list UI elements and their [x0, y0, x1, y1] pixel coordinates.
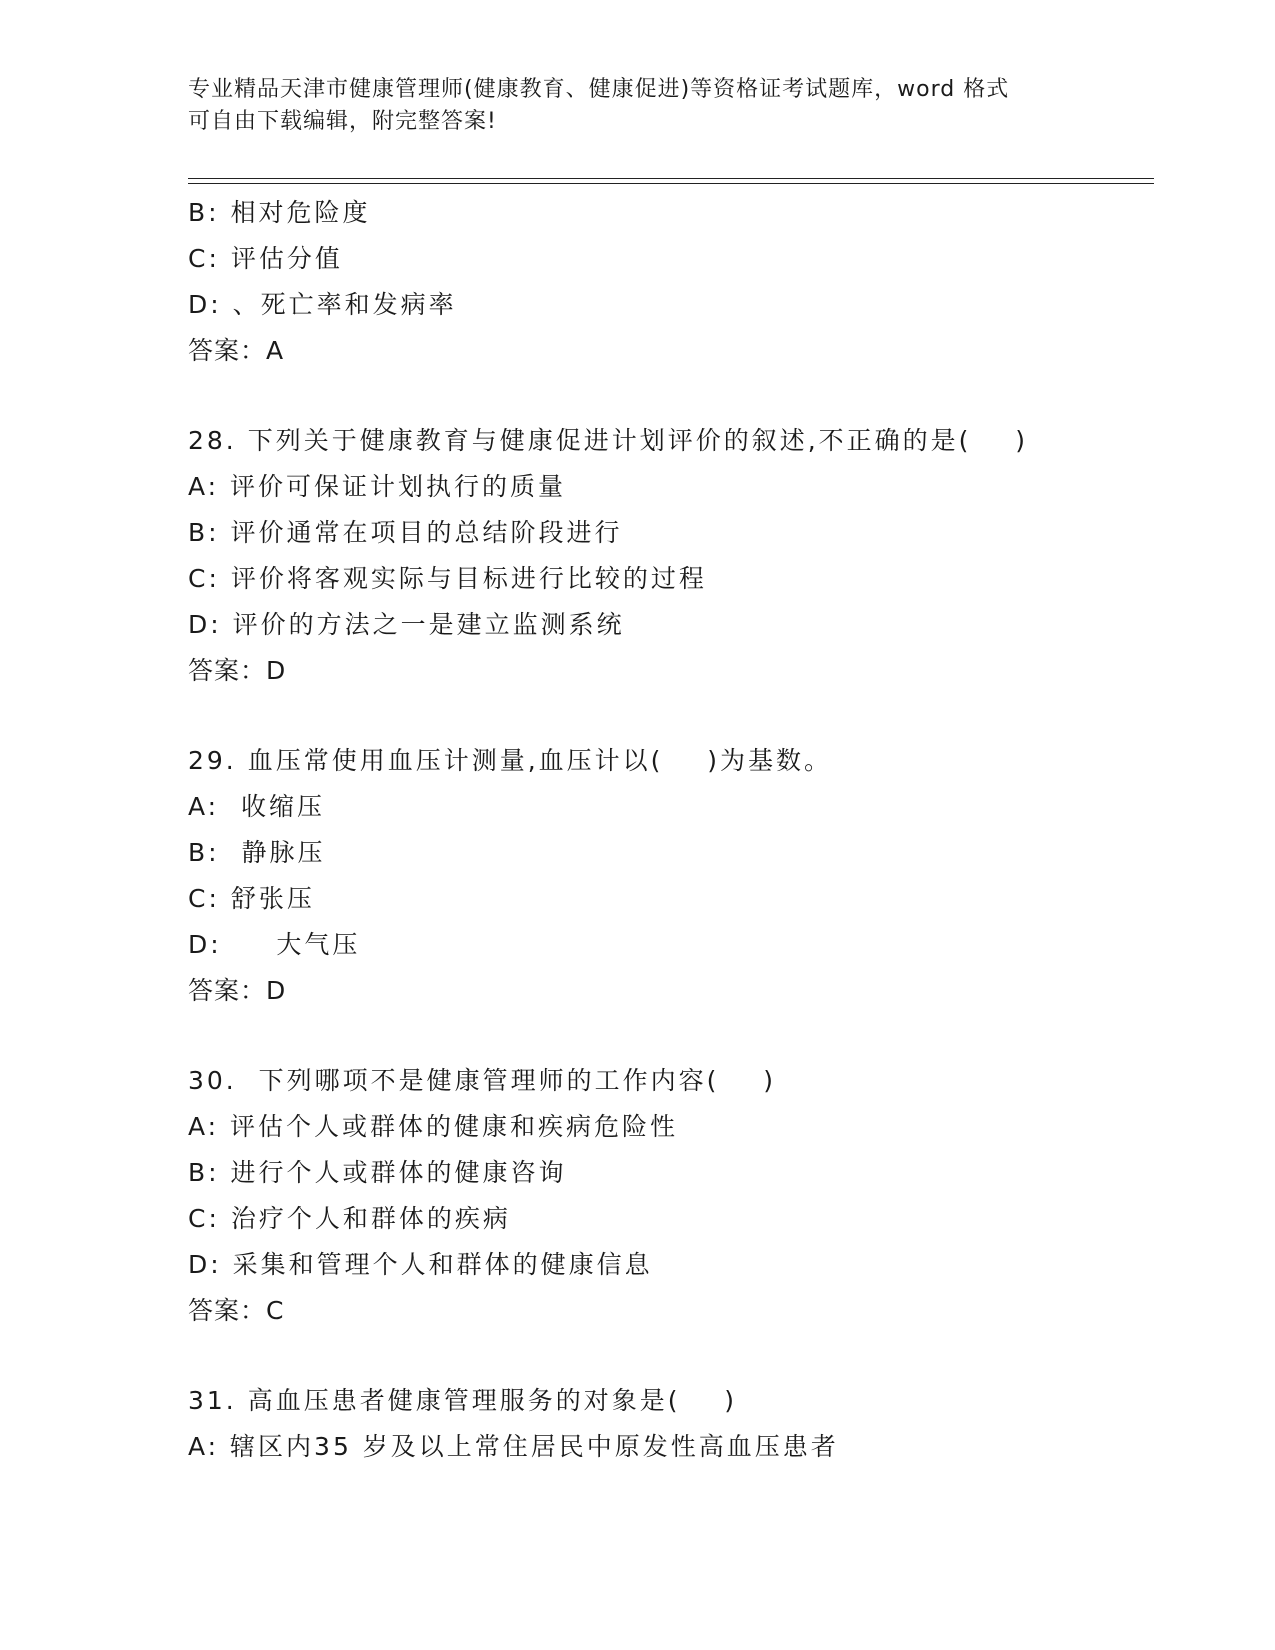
option-c: C: 评价将客观实际与目标进行比较的过程	[188, 564, 707, 593]
header-line-1: 专业精品天津市健康管理师(健康教育、健康促进)等资格证考试题库，word 格式	[188, 77, 1010, 102]
option-a: A: 辖区内35 岁及以上常住居民中原发性高血压患者	[188, 1432, 839, 1461]
option-a: A: 评估个人或群体的健康和疾病危险性	[188, 1112, 679, 1141]
question-block-28	[188, 418, 1148, 694]
document-header	[188, 74, 1068, 138]
question-block-29	[188, 738, 1148, 1014]
answer: 答案：D	[188, 976, 287, 1005]
option-c: C: 评估分值	[188, 244, 343, 273]
question-stem: 30. 下列哪项不是健康管理师的工作内容( )	[188, 1066, 776, 1095]
header-divider-bottom	[188, 183, 1154, 184]
answer: 答案：D	[188, 656, 287, 685]
option-b: B: 静脉压	[188, 838, 326, 867]
question-list	[188, 190, 1148, 1470]
option-b: B: 相对危险度	[188, 198, 371, 227]
answer: 答案：C	[188, 1296, 285, 1325]
header-divider-top	[188, 178, 1154, 179]
option-d: D: 、死亡率和发病率	[188, 290, 457, 319]
question-block-prev	[188, 190, 1148, 374]
option-b: B: 进行个人或群体的健康咨询	[188, 1158, 567, 1187]
question-stem: 31. 高血压患者健康管理服务的对象是( )	[188, 1386, 738, 1415]
option-a: A: 收缩压	[188, 792, 325, 821]
answer: 答案：A	[188, 336, 285, 365]
question-block-30	[188, 1058, 1148, 1334]
option-c: C: 治疗个人和群体的疾病	[188, 1204, 511, 1233]
option-d: D: 大气压	[188, 930, 361, 959]
option-b: B: 评价通常在项目的总结阶段进行	[188, 518, 623, 547]
question-stem: 29. 血压常使用血压计测量,血压计以( )为基数。	[188, 746, 832, 775]
question-block-31	[188, 1378, 1148, 1470]
option-d: D: 评价的方法之一是建立监测系统	[188, 610, 625, 639]
option-c: C: 舒张压	[188, 884, 315, 913]
header-line-2: 可自由下载编辑，附完整答案!	[188, 109, 497, 134]
option-a: A: 评价可保证计划执行的质量	[188, 472, 567, 501]
option-d: D: 采集和管理个人和群体的健康信息	[188, 1250, 653, 1279]
question-stem: 28. 下列关于健康教育与健康促进计划评价的叙述,不正确的是( )	[188, 426, 1028, 455]
